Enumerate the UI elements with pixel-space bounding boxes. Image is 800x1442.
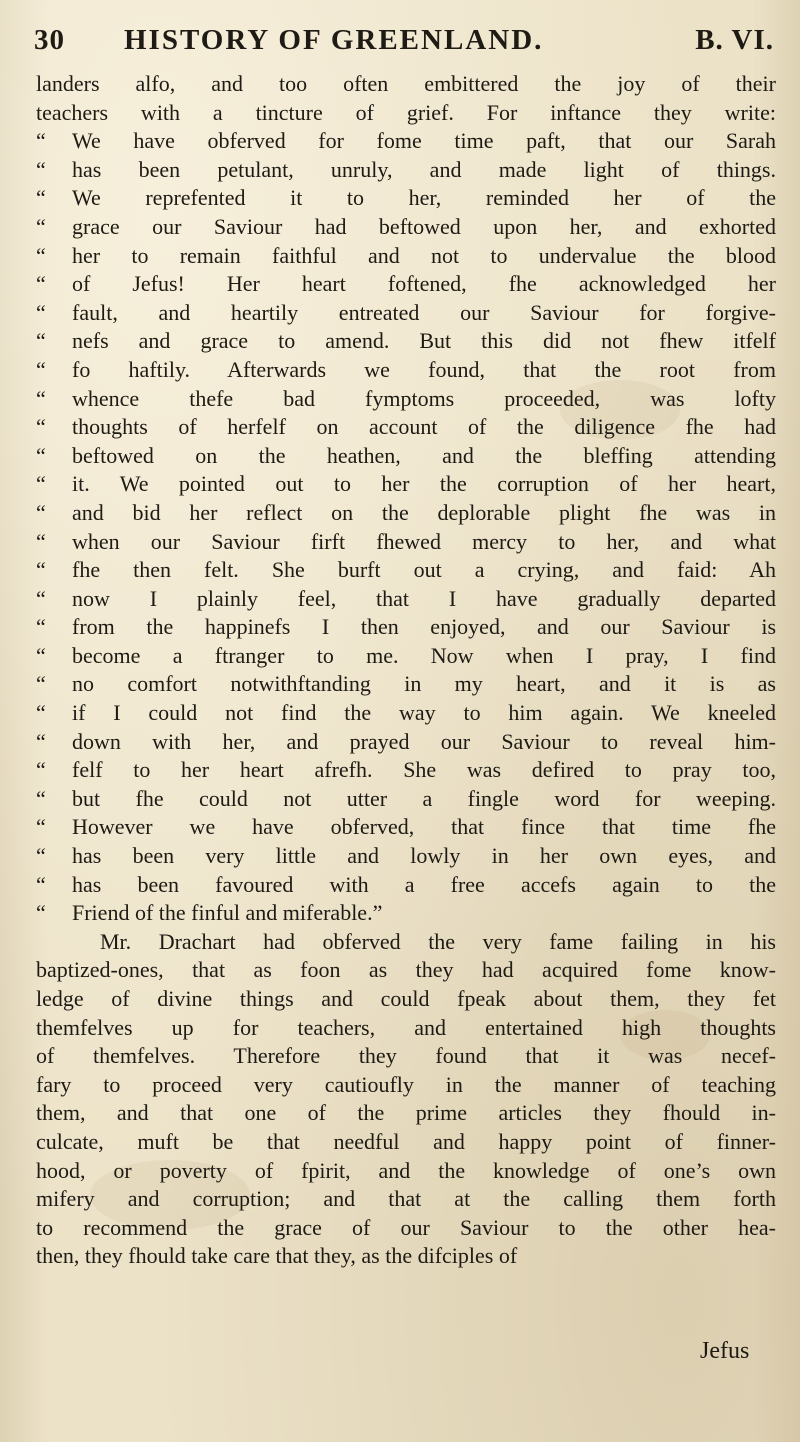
- text-line: “ has been petulant, unruly, and made light of things.: [36, 156, 776, 185]
- running-title: HISTORY OF GREENLAND.: [124, 24, 544, 56]
- text-line: “ now I plainly feel, that I have gradually departed: [36, 585, 776, 614]
- text-line: “ nefs and grace to amend. But this did not fhew itfelf: [36, 327, 776, 356]
- text-line: hood, or poverty of fpirit, and the knowledge of one’s own: [36, 1157, 776, 1183]
- text-line: “ beftowed on the heathen, and the bleffing attending: [36, 442, 776, 471]
- text-line: “ However we have obferved, that fince that time fhe: [36, 813, 776, 842]
- text-line: “ thoughts of herfelf on account of the diligence fhe had: [36, 413, 776, 442]
- text-line: “ become a ftranger to me. Now when I pray, I find: [36, 642, 776, 671]
- text-line: “ her to remain faithful and not to undervalue the blood: [36, 242, 776, 271]
- text-line: mifery and corruption; and that at the calling them forth: [36, 1186, 776, 1212]
- text-line: “ grace our Saviour had beftowed upon her, and exhorted: [36, 213, 776, 242]
- text-line: “ fault, and heartily entreated our Saviour for forgive-: [36, 299, 776, 328]
- text-line: culcate, muft be that needful and happy point of finner-: [36, 1128, 776, 1154]
- text-line: “ has been very little and lowly in her own eyes, and: [36, 842, 776, 871]
- text-line: Mr. Drachart had obferved the very fame failing in his: [100, 928, 776, 954]
- text-line: “ if I could not find the way to him again. We kneeled: [36, 699, 776, 728]
- text-line: “ Friend of the finful and miferable.”: [36, 899, 776, 928]
- book-marker: B. VI.: [695, 24, 774, 56]
- text-line: then, they fhould take care that they, as the difciples of: [36, 1243, 518, 1269]
- text-line: “ down with her, and prayed our Saviour to reveal him-: [36, 728, 776, 757]
- text-line: them, and that one of the prime articles they fhould in-: [36, 1100, 776, 1126]
- text-line: baptized-ones, that as foon as they had acquired fome know-: [36, 957, 776, 983]
- running-head: [34, 20, 774, 60]
- text-line: “ when our Saviour firft fhewed mercy to her, and what: [36, 528, 776, 557]
- text-line: “ We have obferved for fome time paft, that our Sarah: [36, 127, 776, 156]
- text-line: ledge of divine things and could fpeak about them, they fet: [36, 986, 776, 1011]
- text-line: “ it. We pointed out to her the corruption of her heart,: [36, 470, 776, 499]
- text-line: “ fhe then felt. She burft out a crying, and faid: Ah: [36, 556, 776, 585]
- body-text: [36, 70, 776, 1271]
- text-line: to recommend the grace of our Saviour to the other hea-: [36, 1214, 776, 1240]
- text-line: “ felf to her heart afrefh. She was defired to pray too,: [36, 756, 776, 785]
- text-line: “ and bid her reflect on the deplorable plight fhe was in: [36, 499, 776, 528]
- text-line: “ from the happinefs I then enjoyed, and our Saviour is: [36, 613, 776, 642]
- text-line: of themfelves. Therefore they found that it was necef-: [36, 1043, 776, 1069]
- page-number: 30: [34, 24, 65, 56]
- text-line: “ has been favoured with a free accefs again to the: [36, 871, 776, 900]
- text-line: themfelves up for teachers, and entertained high thoughts: [36, 1014, 776, 1040]
- text-line: landers alfo, and too often embittered the joy of their: [36, 71, 776, 96]
- text-line: “ of Jefus! Her heart foftened, fhe acknowledged her: [36, 270, 776, 299]
- text-line: fary to proceed very cautioufly in the manner of teaching: [36, 1071, 776, 1097]
- text-line: “ We reprefented it to her, reminded her of the: [36, 184, 776, 213]
- catchword: Jefus: [700, 1338, 750, 1364]
- text-line: teachers with a tincture of grief. For inftance they write:: [36, 99, 776, 125]
- text-line: “ fo haftily. Afterwards we found, that the root from: [36, 356, 776, 385]
- text-line: “ no comfort notwithftanding in my heart, and it is as: [36, 670, 776, 699]
- text-line: “ but fhe could not utter a fingle word for weeping.: [36, 785, 776, 814]
- text-line: “ whence thefe bad fymptoms proceeded, was lofty: [36, 385, 776, 414]
